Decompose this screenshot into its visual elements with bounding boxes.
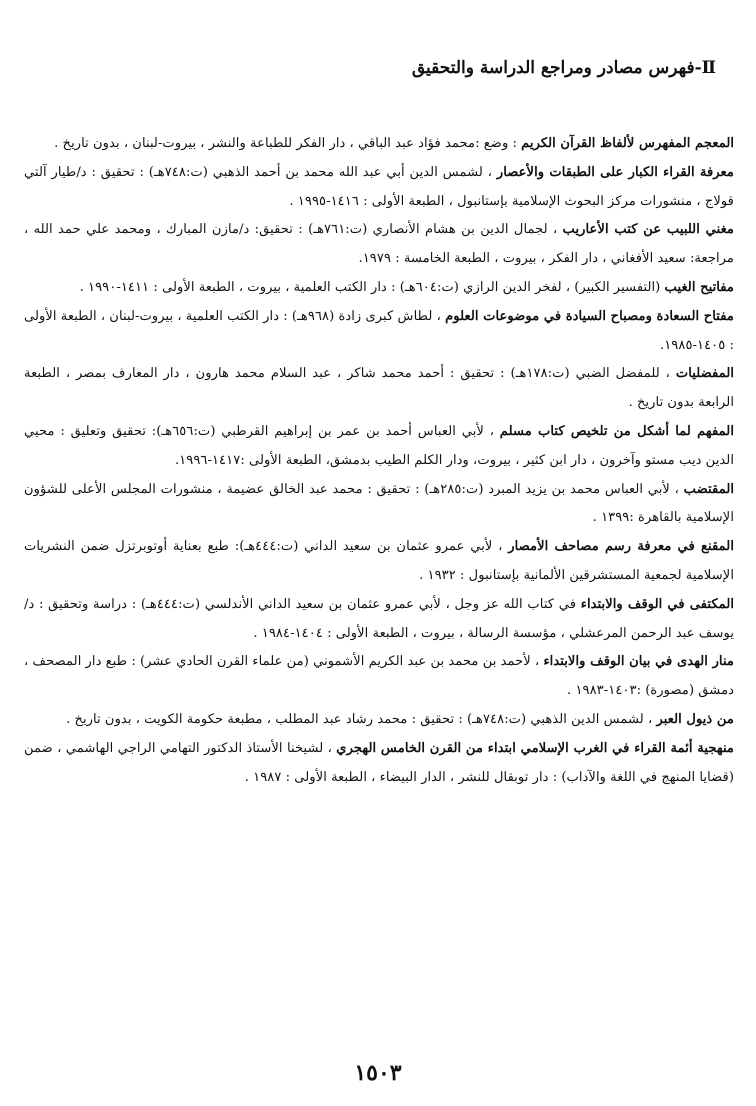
entry-title: المقتضب: [683, 481, 734, 497]
bibliography-entry: [24, 735, 734, 793]
bibliography-entry: [24, 216, 734, 274]
bibliography-entry: [24, 591, 734, 649]
entry-title: المكتفى في الوقف والابتداء: [580, 596, 734, 612]
entry-body: ، لأحمد بن محمد بن عبد الكريم الأشموني (من علماء القرن الحادي عشر) : طبع دار المصحف ، دمشق (مصورة) :١٤٠٣-١٩٨٣ .: [24, 654, 734, 699]
entry-body: ، لشمس الدين الذهبي (ت:٧٤٨هـ) : تحقيق : محمد رشاد عبد المطلب ، مطبعة حكومة الكويت ، بدون تاريخ .: [66, 711, 657, 727]
bibliography-entry: [24, 648, 734, 706]
entry-body: ، لأبي عمرو عثمان بن سعيد الداني (ت:٤٤٤هـ): طبع بعناية أوتوبرتزل ضمن النشريات الإسلامية لجمعية المستشرقين الألمانية بإستانبول : ١٩٣٢ .: [24, 539, 734, 583]
entry-title: المعجم المفهرس لألفاظ القرآن الكريم: [521, 136, 734, 151]
entry-title: منار الهدى في بيان الوقف والابتداء: [543, 654, 734, 670]
bibliography-entry: [24, 360, 734, 418]
page-number: ١٥٠٣: [354, 1060, 402, 1086]
entry-body: ، لطاش كبرى زادة (٩٦٨هـ) : دار الكتب العلمية ، بيروت-لبنان ، الطبعة الأولى : ١٤٠٥-١٩٨٥.: [24, 308, 734, 353]
entry-body: ، لأبي العباس أحمد بن عمر بن إبراهيم القرطبي (ت:٦٥٦هـ): تحقيق وتعليق : محيي الدين ديب مستو وآخرون ، دار ابن كثير ، بيروت، ودار الكلم الطيب بدمشق، الطبعة الأولى :١٤١٧-١٩٩٦.: [24, 423, 734, 468]
entry-title: معرفة القراء الكبار على الطبقات والأعصار: [496, 164, 734, 180]
entry-title: المفهم لما أشكل من تلخيص كتاب مسلم: [499, 423, 734, 439]
entry-title: مفاتيح الغيب: [664, 279, 734, 295]
entry-body: ، لجمال الدين بن هشام الأنصاري (ت:٧٦١هـ) : تحقيق: د/مازن المبارك ، ومحمد علي حمد الله ، مراجعة: سعيد الأفغاني ، دار الفكر ، بيروت ، الطبعة الخامسة : ١٩٧٩.: [24, 222, 734, 267]
bibliography-entry: [24, 533, 734, 591]
bibliography-entry: [24, 159, 734, 217]
bibliography-entry: [24, 418, 734, 476]
bibliography-entry: [24, 274, 734, 303]
bibliography-entry: [24, 706, 734, 735]
entry-title: مفتاح السعادة ومصباح السيادة في موضوعات العلوم: [445, 308, 734, 324]
entry-title: من ذيول العبر: [656, 711, 734, 727]
entry-body: ، لشمس الدين أبي عبد الله محمد بن أحمد الذهبي (ت:٧٤٨هـ) : تحقيق : د/طيار آلتي قولاج ، منشورات مركز البحوث الإسلامية بإستانبول ، الطبعة الأولى : ١٤١٦-١٩٩٥ .: [24, 164, 734, 209]
bibliography-entry: [24, 303, 734, 361]
entry-title: مغني اللبيب عن كتب الأعاريب: [562, 222, 734, 238]
entry-body: (التفسير الكبير) ، لفخر الدين الرازي (ت:٦٠٤هـ) : دار الكتب العلمية ، بيروت ، الطبعة الأولى : ١٤١١-١٩٩٠ .: [79, 279, 665, 295]
entry-body: في كتاب الله عز وجل ، لأبي عمرو عثمان بن سعيد الداني الأندلسي (ت:٤٤٤هـ) : دراسة وتحقيق : د/يوسف عبد الرحمن المرعشلي ، مؤسسة الرسالة ، بيروت ، الطبعة الأولى : ١٤٠٤-١٩٨٤ .: [24, 596, 734, 641]
entry-body: ، لأبي العباس محمد بن يزيد المبرد (ت:٢٨٥هـ) : تحقيق : محمد عبد الخالق عضيمة ، منشورات المجلس الأعلى للشؤون الإسلامية بالقاهرة :١٣٩٩ .: [24, 481, 734, 526]
bibliography-entry: [24, 130, 734, 159]
entry-body: : وضع :محمد فؤاد عبد الباقي ، دار الفكر للطباعة والنشر ، بيروت-لبنان ، بدون تاريخ .: [54, 136, 522, 151]
entry-title: المقنع في معرفة رسم مصاحف الأمصار: [508, 539, 734, 555]
entry-title: المفضليات: [675, 366, 735, 382]
bibliography-entry: [24, 476, 734, 534]
entry-body: ، لشيخنا الأستاذ الدكتور التهامي الراجي الهاشمي ، ضمن (قضايا المنهج في اللغة والآداب) : دار توبقال للنشر ، الدار البيضاء ، الطبعة الأولى : ١٩٨٧ .: [24, 740, 734, 785]
bibliography-list: [24, 130, 734, 792]
entry-title: منهجية أئمة القراء في الغرب الإسلامي ابتداء من القرن الخامس الهجري: [336, 740, 734, 756]
section-heading: Ⅱ-فهرس مصادر ومراجع الدراسة والتحقيق: [411, 58, 716, 78]
entry-body: ، للمفضل الضبي (ت:١٧٨هـ) : تحقيق : أحمد محمد شاكر ، عبد السلام محمد هارون ، دار المعارف بمصر ، الطبعة الرابعة بدون تاريخ .: [24, 366, 734, 411]
